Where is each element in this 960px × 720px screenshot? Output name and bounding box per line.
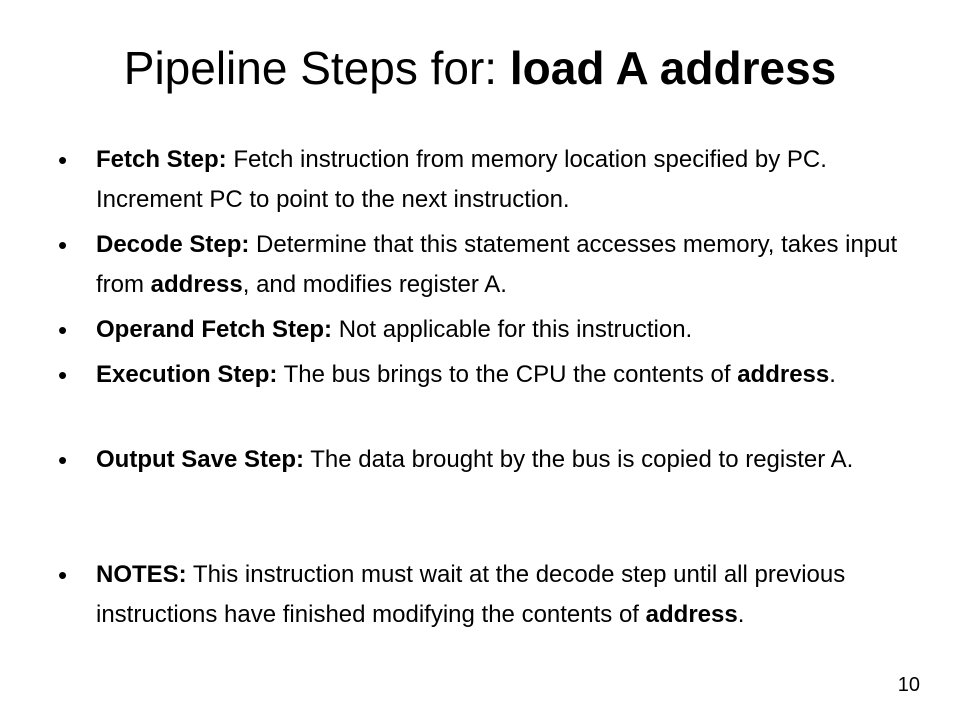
bullet-body-end: . <box>737 601 745 628</box>
bullet-operand-fetch-step <box>58 310 898 350</box>
bullet-marker: • <box>58 230 68 260</box>
bullet-text <box>96 555 898 635</box>
page-number: 10 <box>897 674 920 696</box>
bullet-decode-step <box>58 225 898 305</box>
bullet-label: Decode Step: <box>96 231 250 258</box>
bullet-marker: • <box>58 360 68 390</box>
bullet-text <box>96 355 898 395</box>
bullet-label: Output Save Step: <box>96 446 305 473</box>
bullet-body: Fetch instruction from memory location specified by PC. Increment PC to point to the next instruction. <box>96 146 827 213</box>
slide-title-prefix: Pipeline Steps for: <box>123 42 510 94</box>
bullet-output-save-step <box>58 440 898 480</box>
bullet-emphasis: address <box>645 601 738 628</box>
slide-title-emphasis: load A address <box>509 42 837 94</box>
bullet-text <box>96 310 898 350</box>
bullet-body-end: . <box>829 361 836 388</box>
bullet-label: Execution Step: <box>96 361 278 388</box>
bullet-body: Not applicable for this instruction. <box>332 316 693 343</box>
bullet-notes <box>58 555 898 635</box>
bullet-text <box>96 225 898 305</box>
bullet-emphasis: address <box>737 361 830 388</box>
bullet-body: The data brought by the bus is copied to register A. <box>304 446 854 473</box>
bullet-emphasis: address <box>150 271 243 298</box>
bullet-body-end: , and modifies register A. <box>242 271 507 298</box>
bullet-marker: • <box>58 560 68 590</box>
bullet-marker: • <box>58 315 68 345</box>
bullet-body: The bus brings to the CPU the contents of <box>277 361 738 388</box>
bullet-body: This instruction must wait at the decode step until all previous instructions have finished modifying the contents of <box>96 561 846 628</box>
bullet-marker: • <box>58 445 68 475</box>
bullet-label: Operand Fetch Step: <box>96 316 333 343</box>
bullet-fetch-step <box>58 140 898 220</box>
bullet-label: NOTES: <box>96 561 187 588</box>
bullet-text <box>96 140 898 220</box>
bullet-marker: • <box>58 145 68 175</box>
bullet-body: Determine that this statement accesses memory, takes input from <box>96 231 898 298</box>
bullet-execution-step <box>58 355 898 395</box>
slide-title <box>0 38 960 98</box>
bullet-label: Fetch Step: <box>96 146 227 173</box>
bullet-text <box>96 440 898 480</box>
